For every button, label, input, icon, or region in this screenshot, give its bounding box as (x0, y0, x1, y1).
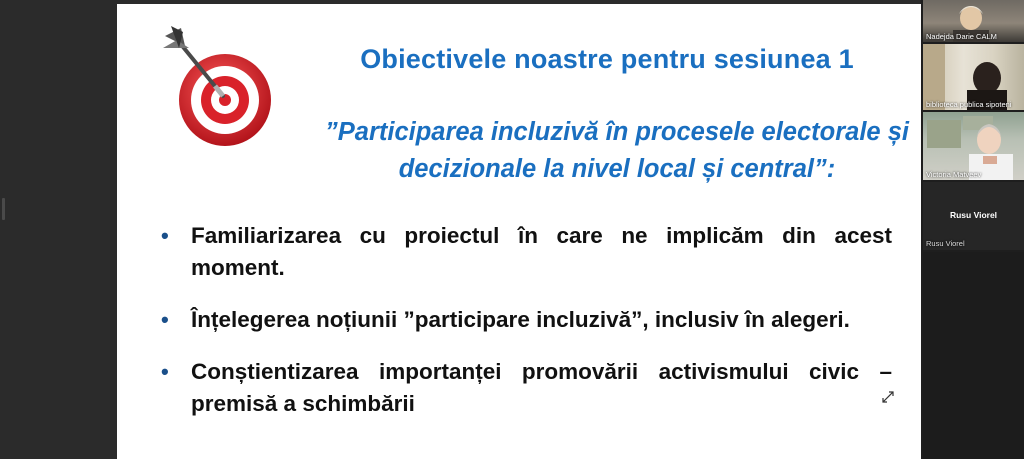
bullet-icon: • (161, 223, 169, 248)
participant-name: Victoria Matveev (926, 170, 982, 179)
participant-display-name: Rusu Viorel (949, 210, 998, 220)
participant-video-tile[interactable] (923, 44, 1024, 110)
slide-title: Obiectivele noastre pentru sesiunea 1 (360, 44, 854, 74)
bullet-icon: • (161, 307, 169, 332)
list-item (157, 220, 892, 284)
list-item-text: Înțelegerea noțiunii ”participare incluzivă”, inclusiv în alegeri. (191, 307, 850, 332)
resize-icon[interactable] (881, 390, 895, 404)
list-item-text: Familiarizarea cu proiectul în care ne implicăm din acest moment. (191, 223, 892, 280)
participant-name: Rusu Viorel (926, 239, 965, 248)
target-dart-icon (155, 18, 275, 148)
list-item (157, 356, 892, 420)
objectives-list (157, 220, 892, 420)
list-item-text: Conștientizarea importanței promovării activismului civic – premisă a schimbării (191, 359, 892, 416)
panel-resize-handle[interactable] (2, 198, 5, 220)
list-item (157, 304, 892, 336)
participant-video-tile[interactable] (923, 0, 1024, 42)
participants-panel (921, 0, 1024, 459)
participant-name: Nadejda Darie CALM (926, 32, 997, 41)
participant-name: biblioteca publica sipoteni (926, 100, 1012, 109)
participants-panel-empty-area (923, 252, 1024, 459)
presentation-slide (117, 4, 924, 459)
participant-video-tile[interactable] (923, 182, 1024, 250)
slide-subtitle: ”Participarea incluzivă în procesele electorale și decizionale la nivel local și central”: (325, 118, 909, 183)
participant-video-tile[interactable] (923, 112, 1024, 180)
bullet-icon: • (161, 359, 169, 384)
